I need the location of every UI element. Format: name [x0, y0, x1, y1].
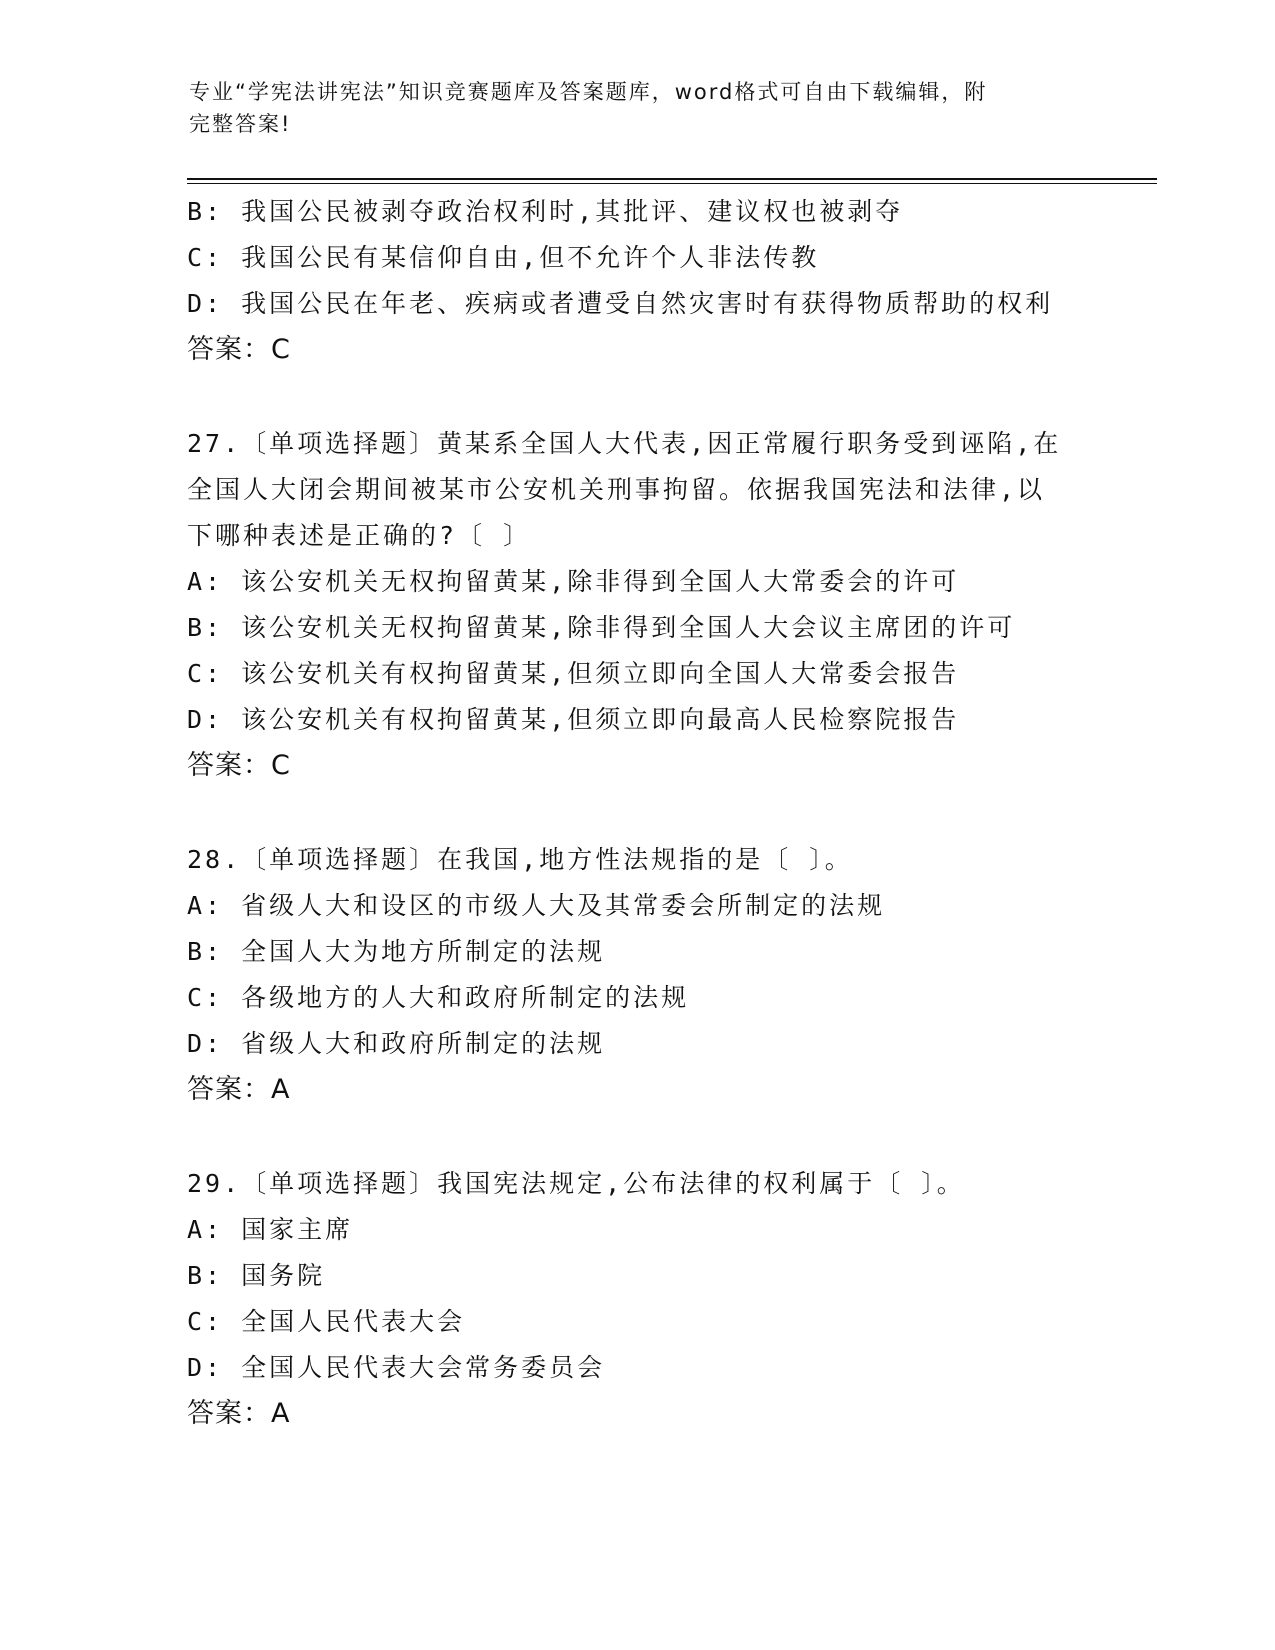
question-27	[187, 421, 1087, 789]
question-partial	[187, 189, 1087, 373]
option-b: B: 该公安机关无权拘留黄某,除非得到全国人大会议主席团的许可	[187, 613, 1016, 642]
option-b: B: 全国人大为地方所制定的法规	[187, 937, 606, 966]
question-stem-line: 全国人大闭会期间被某市公安机关刑事拘留。依据我国宪法和法律,以	[187, 475, 1046, 504]
option-a: A: 该公安机关无权拘留黄某,除非得到全国人大常委会的许可	[187, 567, 960, 596]
option-d: D: 全国人民代表大会常务委员会	[187, 1353, 606, 1382]
spacer	[187, 373, 1087, 421]
question-stem-line: 28.〔单项选择题〕在我国,地方性法规指的是〔 〕。	[187, 845, 853, 874]
answer-line: 答案：A	[187, 1074, 291, 1105]
answer-line: 答案：C	[187, 750, 291, 781]
page-header	[189, 76, 1069, 140]
header-rule-thin	[187, 183, 1157, 184]
option-d: D: 省级人大和政府所制定的法规	[187, 1029, 606, 1058]
option-a: A: 国家主席	[187, 1215, 354, 1244]
header-rule-thick	[187, 178, 1157, 180]
spacer	[187, 789, 1087, 837]
question-28	[187, 837, 1087, 1113]
option-d: D: 我国公民在年老、疾病或者遭受自然灾害时有获得物质帮助的权利	[187, 289, 1054, 318]
header-line-2: 完整答案!	[189, 112, 292, 136]
answer-line: 答案：C	[187, 334, 291, 365]
option-c: C: 我国公民有某信仰自由,但不允许个人非法传教	[187, 243, 820, 272]
option-d: D: 该公安机关有权拘留黄某,但须立即向最高人民检察院报告	[187, 705, 960, 734]
option-c: C: 全国人民代表大会	[187, 1307, 466, 1336]
header-line-1: 专业“学宪法讲宪法”知识竞赛题库及答案题库，word格式可自由下载编辑，附	[189, 80, 988, 104]
document-body	[187, 189, 1087, 1437]
option-c: C: 各级地方的人大和政府所制定的法规	[187, 983, 690, 1012]
question-stem-line: 29.〔单项选择题〕我国宪法规定,公布法律的权利属于〔 〕。	[187, 1169, 965, 1198]
spacer	[187, 1113, 1087, 1161]
option-b: B: 我国公民被剥夺政治权利时,其批评、建议权也被剥夺	[187, 197, 904, 226]
option-a: A: 省级人大和设区的市级人大及其常委会所制定的法规	[187, 891, 886, 920]
option-b: B: 国务院	[187, 1261, 326, 1290]
question-29	[187, 1161, 1087, 1437]
option-c: C: 该公安机关有权拘留黄某,但须立即向全国人大常委会报告	[187, 659, 960, 688]
question-stem-line: 27.〔单项选择题〕黄某系全国人大代表,因正常履行职务受到诬陷,在	[187, 429, 1062, 458]
answer-line: 答案：A	[187, 1398, 291, 1429]
question-stem-line: 下哪种表述是正确的?〔 〕	[187, 521, 532, 550]
